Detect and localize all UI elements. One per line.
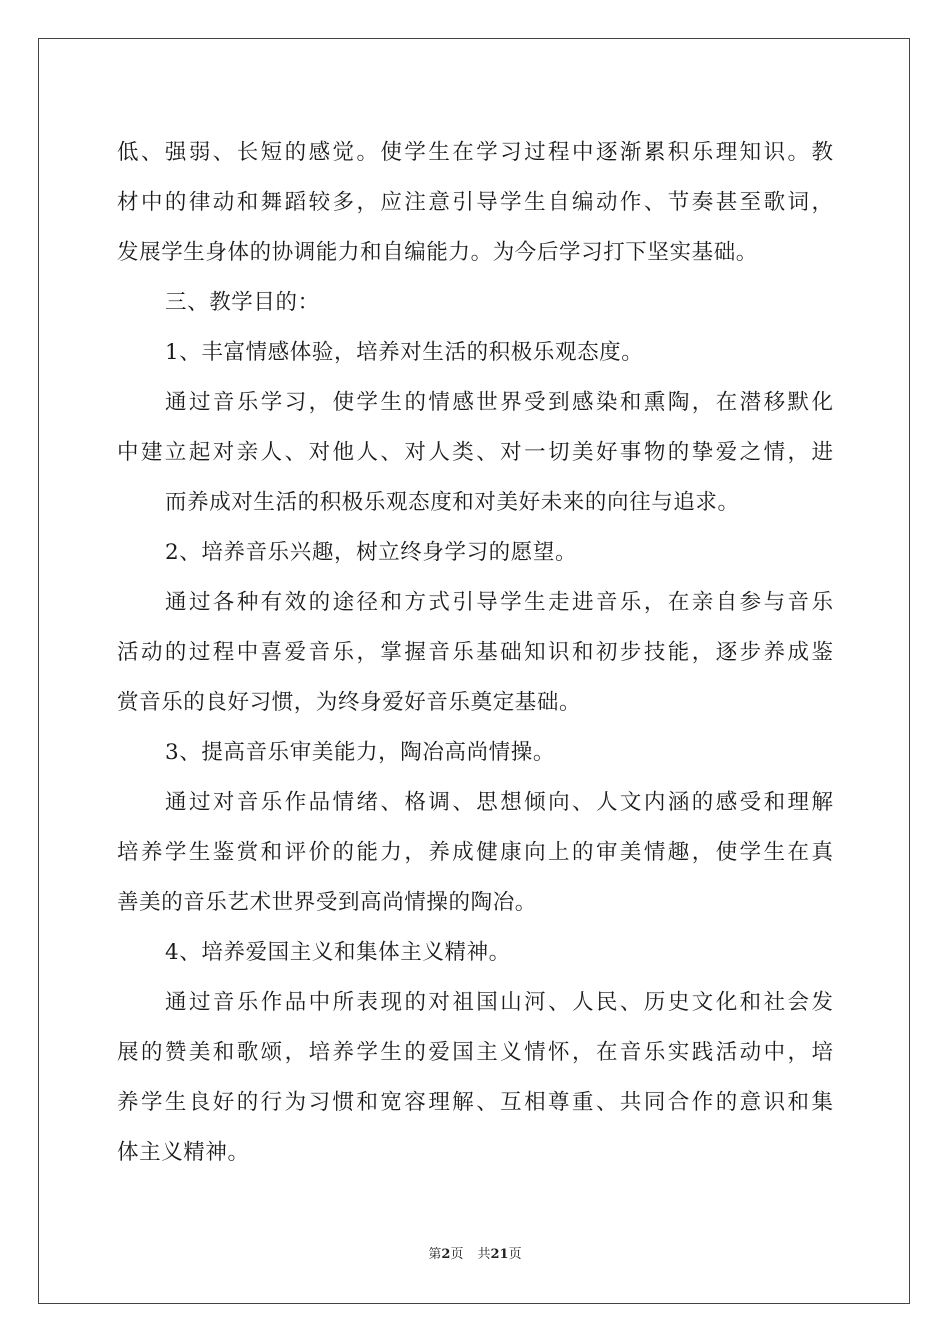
text-line: 发展学生身体的协调能力和自编能力。为今后学习打下坚实基础。: [117, 240, 758, 265]
text-line: 通过音乐学习，使学生的情感世界受到感染和熏陶，在潜移默化: [165, 390, 833, 415]
page-suffix: 页: [450, 1247, 464, 1262]
section-heading: 三、教学目的：: [165, 290, 320, 315]
text-line: 养学生良好的行为习惯和宽容理解、互相尊重、共同合作的意识和集: [117, 1090, 833, 1115]
text-line: 活动的过程中喜爱音乐，掌握音乐基础知识和初步技能，逐步养成鉴: [117, 640, 833, 665]
text-line: 通过对音乐作品情绪、格调、思想倾向、人文内涵的感受和理解: [165, 790, 833, 815]
subheading: 3、提高音乐审美能力，陶冶高尚情操。: [165, 740, 555, 765]
total-suffix: 页: [508, 1247, 522, 1262]
current-page-number: 2: [441, 1247, 451, 1262]
text-line: 善美的音乐艺术世界受到高尚情操的陶冶。: [117, 890, 537, 915]
subheading: 4、培养爱国主义和集体主义精神。: [165, 940, 511, 965]
text-line: 而养成对生活的积极乐观态度和对美好未来的向往与追求。: [165, 490, 740, 515]
text-line: 材中的律动和舞蹈较多，应注意引导学生自编动作、节奏甚至歌词，: [117, 190, 833, 215]
text-line: 体主义精神。: [117, 1140, 250, 1165]
text-line: 中建立起对亲人、对他人、对人类、对一切美好事物的挚爱之情，进: [117, 440, 833, 465]
total-prefix: 共: [477, 1247, 491, 1262]
text-line: 培养学生鉴赏和评价的能力，养成健康向上的审美情趣，使学生在真: [117, 840, 833, 865]
page-footer: [0, 1246, 950, 1264]
subheading: 2、培养音乐兴趣，树立终身学习的愿望。: [165, 540, 578, 565]
text-line: 通过各种有效的途径和方式引导学生走进音乐，在亲自参与音乐: [165, 590, 833, 615]
text-line: 低、强弱、长短的感觉。使学生在学习过程中逐渐累积乐理知识。教: [117, 140, 833, 165]
subheading: 1、丰富情感体验，培养对生活的积极乐观态度。: [165, 340, 644, 365]
page-prefix: 第: [428, 1247, 442, 1262]
text-line: 展的赞美和歌颂，培养学生的爱国主义情怀，在音乐实践活动中，培: [117, 1040, 833, 1065]
text-line: 赏音乐的良好习惯，为终身爱好音乐奠定基础。: [117, 690, 582, 715]
total-pages-number: 21: [490, 1247, 509, 1262]
text-line: 通过音乐作品中所表现的对祖国山河、人民、历史文化和社会发: [165, 990, 833, 1015]
